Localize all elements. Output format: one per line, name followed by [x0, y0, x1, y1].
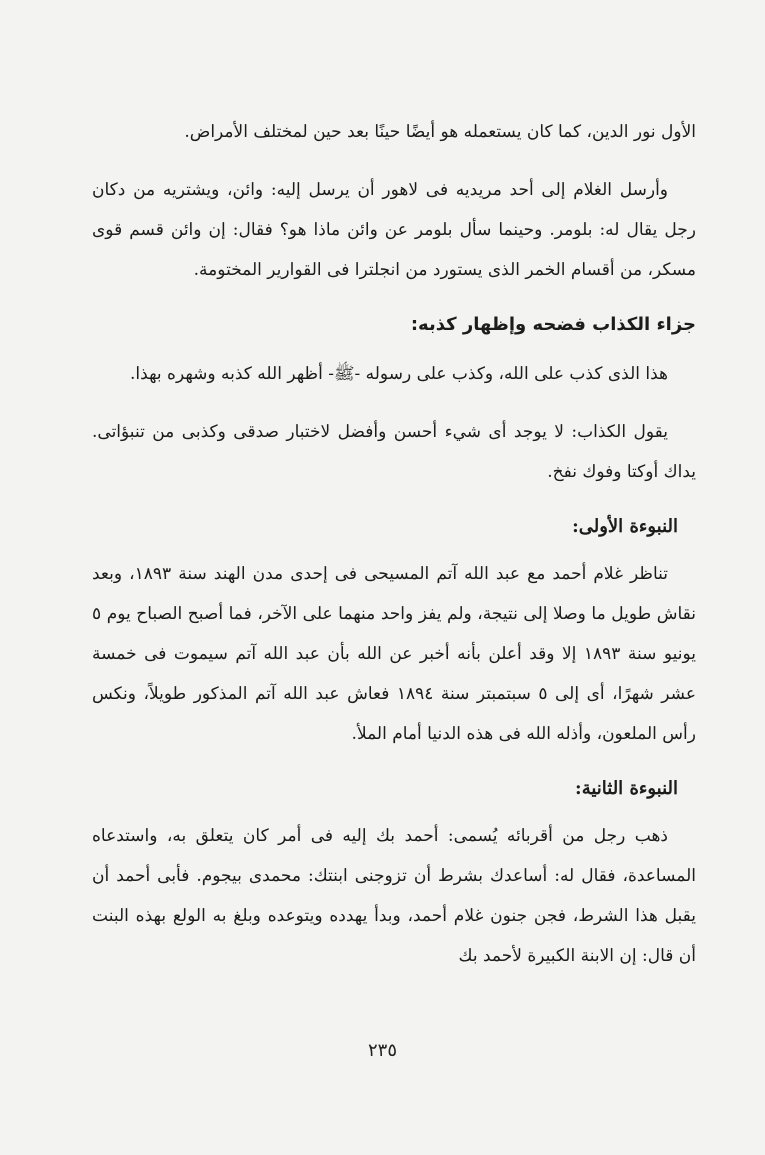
subheading-prophecy-1: النبوءة الأولى:: [572, 516, 678, 537]
paragraph-wine-purchase: وأرسل الغلام إلى أحد مريديه فى لاهور أن يرسل إليه: وائن، ويشتريه من دكان رجل يقال له: بلومر. وحينما سأل بلومر عن وائن ماذا هو؟ فقال: إن وائن قسم قوى مسكر، من أقسام الخمر الذى يستورد من انجلترا فى القوارير المختومة.: [92, 180, 696, 280]
paragraph-prophecy-2: ذهب رجل من أقربائه يُسمى: أحمد بك إليه فى أمر كان يتعلق به، واستدعاه المساعدة، فقال له: أساعدك بشرط أن تزوجنى ابنتك: محمدى بيجوم. فأبى أحمد أن يقبل هذا الشرط، فجن جنون غلام أحمد، وبدأ يهدده ويتوعده وبلغ به الولع بهذه البنت أن قال: إن الابنة الكبيرة لأحمد بك: [92, 826, 696, 966]
subheading-prophecy-2: النبوءة الثانية:: [575, 778, 678, 799]
paragraph-prophecy-1: تناظر غلام أحمد مع عبد الله آتم المسيحى فى إحدى مدن الهند سنة ١٨٩٣، وبعد نقاش طويل ما وصلا إلى نتيجة، ولم يفز واحد منهما على الآخر، فما أصبح الصباح يوم ٥ يونيو سنة ١٨٩٣ إلا وقد أعلن بأنه أخبر عن الله بأن عبد الله آتم سيموت فى خمسة عشر شهرًا، أى إلى ٥ سبتمبتر سنة ١٨٩٤ فعاش عبد الله آتم المذكور طويلاً، ونكس رأس الملعون، وأذله الله فى هذه الدنيا أمام الملأ.: [92, 564, 696, 744]
section-heading: جزاء الكذاب فضحه وإظهار كذبه:: [410, 314, 696, 335]
paragraph-claim: يقول الكذاب: لا يوجد أى شيء أحسن وأفضل لاختبار صدقى وكذبى من تنبؤاتى. يداك أوكتا وفوك نفخ.: [92, 422, 696, 482]
page-number: ٢٣٥: [367, 1040, 397, 1061]
page-body: [92, 112, 696, 994]
paragraph-exposure: هذا الذى كذب على الله، وكذب على رسوله -ﷺ- أظهر الله كذبه وشهره بهذا.: [130, 364, 668, 384]
paragraph-continuation: الأول نور الدين، كما كان يستعمله هو أيضًا حينًا بعد حين لمختلف الأمراض.: [184, 122, 696, 142]
